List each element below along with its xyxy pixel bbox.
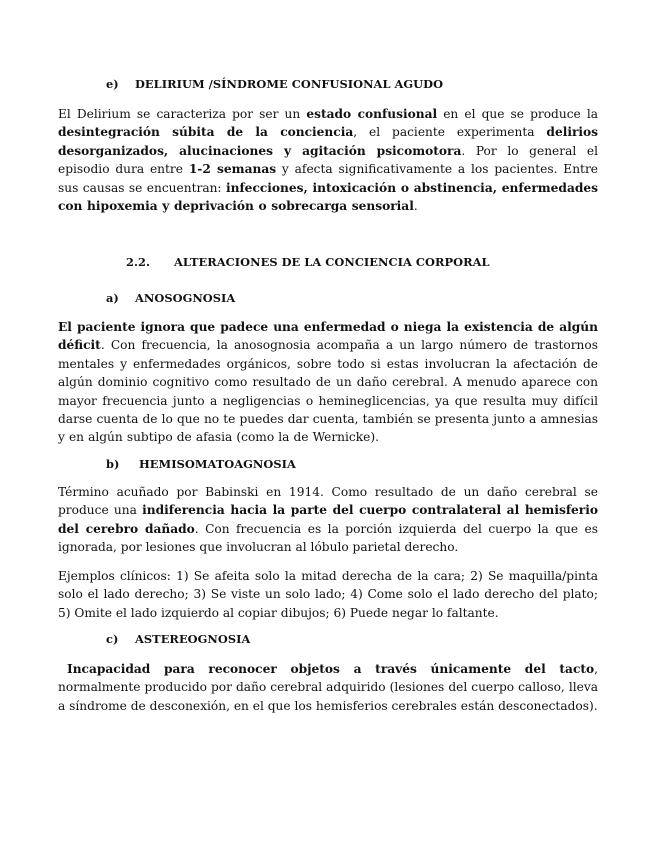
heading-title: DELIRIUM /SÍNDROME CONFUSIONAL AGUDO xyxy=(135,77,444,91)
heading-title: HEMISOMATOAGNOSIA xyxy=(139,457,296,471)
heading-delirium xyxy=(106,77,443,91)
section-number: 2.2. xyxy=(126,255,150,269)
heading-hemisomatoagnosia xyxy=(106,457,296,471)
heading-section-2-2 xyxy=(126,255,490,269)
heading-title: ASTEREOGNOSIA xyxy=(135,632,251,646)
heading-marker: a) xyxy=(106,291,119,305)
heading-marker: e) xyxy=(106,77,119,91)
heading-astereognosia xyxy=(106,632,250,646)
heading-title: ANOSOGNOSIA xyxy=(135,291,236,305)
paragraph-hemisomatoagnosia: Término acuñado por Babinski en 1914. Como resultado de un daño cerebral se produce una indiferencia hacia la parte del cuerpo contralateral al hemisferio del cerebro dañado. Con frecuencia es la porción izquierda del cuerpo la que es ignorada, por lesiones que involucran al lóbulo parietal derecho. xyxy=(58,485,599,555)
heading-marker: b) xyxy=(106,457,120,471)
paragraph-clinical-examples: Ejemplos clínicos: 1) Se afeita solo la mitad derecha de la cara; 2) Se maquilla/pinta solo el lado derecho; 3) Se viste un solo lado; 4) Come solo el lado derecho del plato; 5) Omite el lado izquierdo al copiar dibujos; 6) Puede negar lo faltante. xyxy=(58,569,598,620)
paragraph-astereognosia: Incapacidad para reconocer objetos a través únicamente del tacto, normalmente producido por daño cerebral adquirido (lesiones del cuerpo calloso, lleva a síndrome de desconexión, en el que los hemisferios cerebrales están desconectados). xyxy=(58,662,598,713)
heading-anosognosia xyxy=(106,291,235,305)
section-title: ALTERACIONES DE LA CONCIENCIA CORPORAL xyxy=(174,255,490,269)
heading-marker: c) xyxy=(106,632,119,646)
paragraph-delirium: El Delirium se caracteriza por ser un estado confusional en el que se produce la desintegración súbita de la conciencia, el paciente experimenta delirios desorganizados, alucinaciones y agitación psicomotora. Por lo general el episodio dura entre 1-2 semanas y afecta significativamente a los pacientes. Entre sus causas se encuentran: infecciones, intoxicación o abstinencia, enfermedades con hipoxemia y deprivación o sobrecarga sensorial. xyxy=(58,107,598,214)
paragraph-anosognosia: El paciente ignora que padece una enfermedad o niega la existencia de algún déficit. Con frecuencia, la anosognosia acompaña a un largo número de trastornos mentales y enfermedades orgánicos, sobre todo si estas involucran la afectación de algún dominio cognitivo como resultado de un daño cerebral. A menudo aparece con mayor frecuencia junto a negligencias o hemineglicencias, ya que resulta muy difícil darse cuenta de lo que no te puedes dar cuenta, también se presenta junto a amnesias y en algún subtipo de afasia (como la de Wernicke). xyxy=(58,320,598,445)
